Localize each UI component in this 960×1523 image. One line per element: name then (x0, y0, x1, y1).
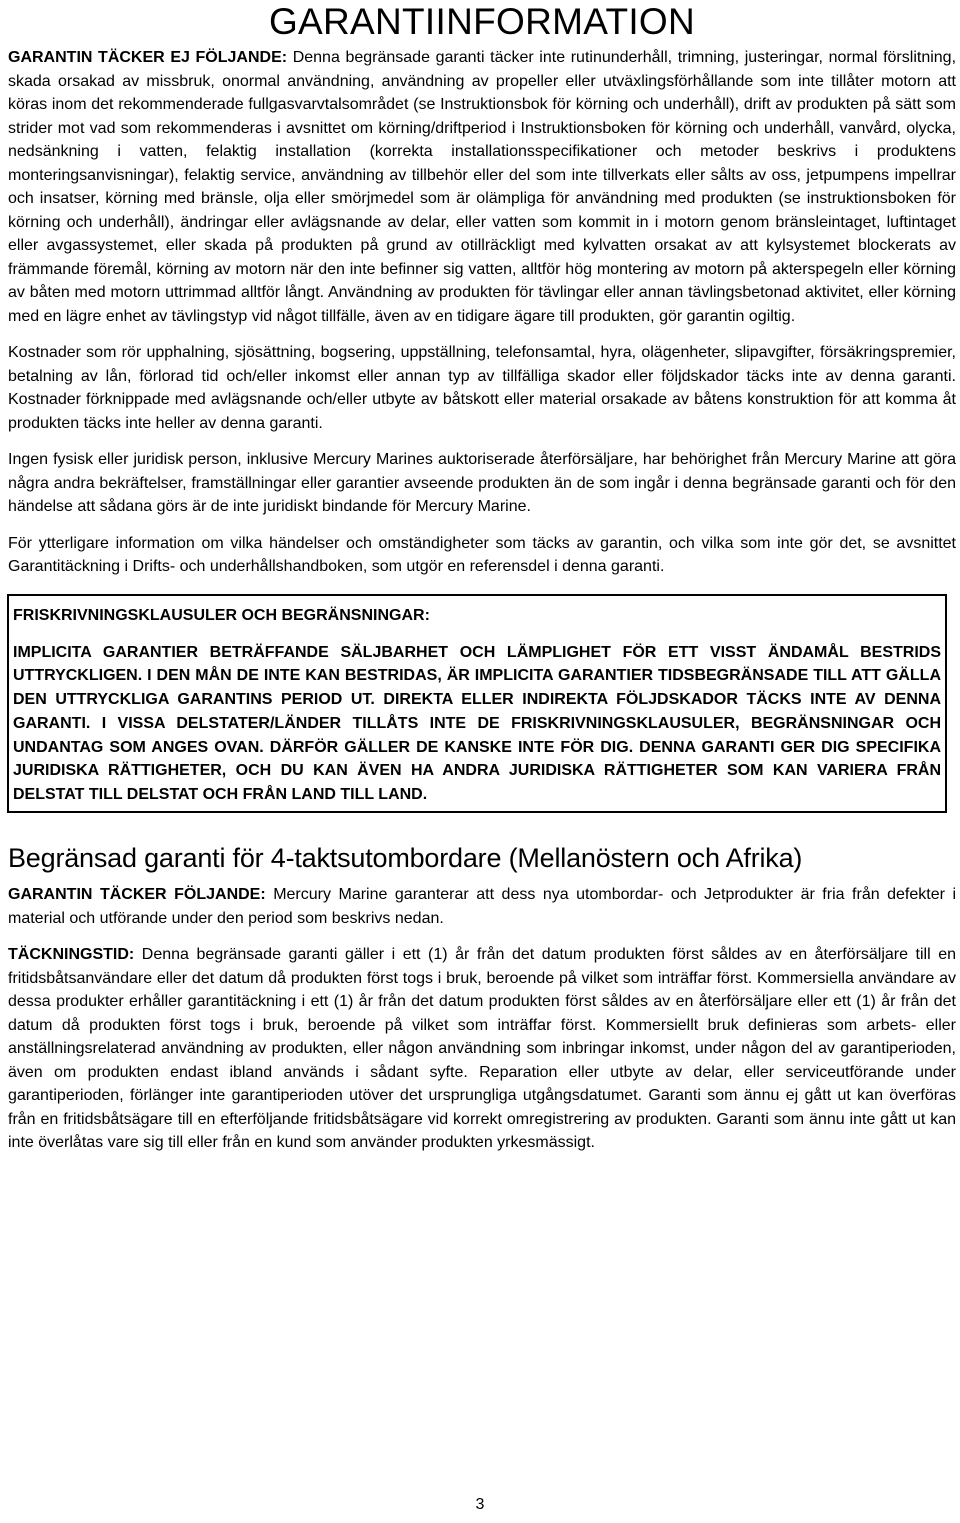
costs-paragraph: Kostnader som rör upphalning, sjösättning, bogsering, uppställning, telefonsamtal, hyra, olägenheter, slipavgifter, försäkringspremier, betalning av lån, förlorad tid och/eller inkomst eller annan typ av tillfälliga skador eller följdskador täcks inte av denna garanti. Kostnader förknippade med avlägsnande och/eller utbyte av båtskott eller material orsakade av båtens konstruktion för att komma åt produkten täcks inte heller av denna garanti. (8, 344, 956, 432)
period-paragraph (8, 943, 956, 1155)
disclaimer-box (7, 594, 947, 814)
disclaimer-body: IMPLICITA GARANTIER BETRÄFFANDE SÄLJBARHET OCH LÄMPLIGHET FÖR ETT VISST ÄNDAMÅL BESTRIDS UTTRYCKLIGEN. I DEN MÅN DE INTE KAN BESTRIDAS, ÄR IMPLICITA GARANTIER TIDSBEGRÄNSADE TILL ATT GÄLLA DEN UTTRYCKLIGA GARANTINS PERIOD UT. DIREKTA ELLER INDIREKTA FÖLJDSKADOR TÄCKS INTE AV DENNA GARANTI. I VISSA DELSTATER/LÄNDER TILLÅTS INTE DE FRISKRIVNINGSKLAUSULER, BEGRÄNSNINGAR OCH UNDANTAG SOM ANGES OVAN. DÄRFÖR GÄLLER DE KANSKE INTE FÖR DIG. DENNA GARANTI GER DIG SPECIFIKA JURIDISKA RÄTTIGHETER, OCH DU KAN ÄVEN HA ANDRA JURIDISKA RÄTTIGHETER SOM KAN VARIERA FRÅN DELSTAT TILL DELSTAT OCH FRÅN LAND TILL LAND. (13, 643, 941, 804)
authority-paragraph: Ingen fysisk eller juridisk person, inklusive Mercury Marines auktoriserade återförsäljare, har behörighet från Mercury Marine att göra några andra bekräftelser, framställningar eller garantier avseende produkten än de som ingår i denna begränsade garanti och för den händelse att sådana görs är de inte juridiskt bindande för Mercury Marine. (8, 451, 956, 515)
document-page (8, 0, 956, 1168)
period-text: Denna begränsade garanti gäller i ett (1) år från det datum produkten först såldes av en återförsäljare till en fritidsbåtsanvändare eller det datum då produkten först togs i bruk, beroende på vilket som inträffar först. Kommersiella användare av dessa produkter erhåller garantitäckning i ett (1) år från det datum produkten först såldes av en återförsäljare eller ett (1) år från det datum då produkten först togs i bruk, beroende på vilket som inträffar först. Kommersiellt bruk definieras som arbets- eller anställningsrelaterad användning av produkten, eller någon användning som inbringar inkomst, under någon del av garantiperioden, även om produkten endast ibland används i sådant syfte. Reparation eller utbyte av delar, eller serviceutförande under garantiperioden, förlänger inte garantiperioden utöver det ursprungliga utgångsdatumet. Garanti som ännu ej gått ut kan överföras från en fritidsbåtsägare till en efterföljande fritidsbåtsägare vid korrekt omregistrering av produkten. Garanti som ännu inte gått ut kan inte överlåtas vare sig till eller från en kund som använder produkten yrkesmässigt. (8, 946, 956, 1152)
not-covered-paragraph (8, 46, 956, 328)
covered-text: Mercury Marine garanterar att dess nya utombordar- och Jetprodukter är fria från defekter i material och utförande under den period som beskrivs nedan. (8, 886, 957, 927)
more-info-paragraph: För ytterligare information om vilka händelser och omständigheter som täcks av garantin, och vilka som inte gör det, se avsnittet Garantitäckning i Drifts- och underhållshandboken, som utgör en referensdel i denna garanti. (8, 534, 956, 575)
not-covered-lead: GARANTIN TÄCKER EJ FÖLJANDE: (8, 49, 288, 66)
covered-paragraph (8, 883, 956, 930)
not-covered-text: Denna begränsade garanti täcker inte rutinunderhåll, trimning, justeringar, normal förslitning, skada orsakad av missbruk, onormal användning, användning av propeller eller utväxlingsförhållande som inte tillåter motorn att köras inom det rekommenderade fullgasvarvtalsområdet (se Instruktionsbok för körning och underhåll), drift av produkten på sätt som strider mot vad som rekommenderas i avsnittet om körning/driftperiod i Instruktionsboken för körning och underhåll, vanvård, olycka, nedsänkning i vatten, felaktig installation (korrekta installationsspecifikationer och metoder beskrivs i produktens monteringsanvisningar), felaktig service, användning av tillbehör eller del som inte tillverkats eller sålts av oss, jetpumpens impellrar och insatser, körning med bränsle, olja eller smörjmedel som är olämpliga för användning med produkten (se instruktionsboken för körning och underhåll), ändringar eller avlägsnande av delar, eller vatten som kommit in i motorn genom bränsleintaget, luftintaget eller avgassystemet, eller skada på produkten på grund av otillräckligt med kylvatten orsakat av att kylsystemet blockerats av främmande föremål, körning av motorn när den inte befinner sig vatten, alltför hög montering av motorn på akterspegeln eller körning av båten med motorn uttrimmad alltför långt. Användning av produkten för tävlingar eller annan tävlingsbetonad aktivitet, eller körning med en lägre enhet av tävlingstyp vid något tillfälle, även av en tidigare ägare till produkten, gör garantin ogiltig. (8, 49, 957, 325)
covered-lead: GARANTIN TÄCKER FÖLJANDE: (8, 886, 266, 904)
section-title: Begränsad garanti för 4-taktsutombordare (Mellanöstern och Afrika) (8, 843, 803, 874)
disclaimer-title: FRISKRIVNINGSKLAUSULER OCH BEGRÄNSNINGAR: (13, 606, 430, 624)
page-number: 3 (475, 1496, 485, 1513)
page-title: GARANTIINFORMATION (268, 1, 696, 42)
period-lead: TÄCKNINGSTID: (8, 946, 135, 964)
